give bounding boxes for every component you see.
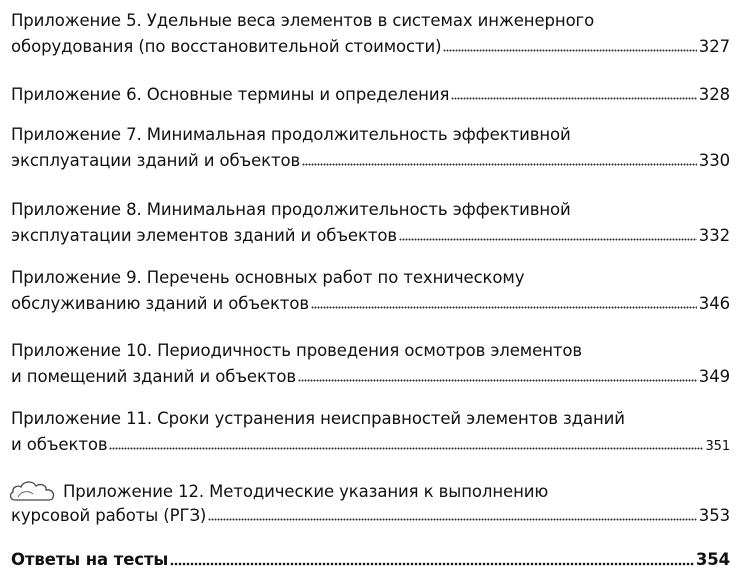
toc-entry-appendix-9[interactable] bbox=[11, 265, 730, 317]
entry-title-line-2-row bbox=[11, 34, 730, 60]
entry-title: Приложение 6. Основные термины и определения bbox=[11, 85, 450, 104]
dot-leader bbox=[443, 47, 696, 54]
page-number: 330 bbox=[698, 151, 730, 170]
entry-title-line-2: и помещений зданий и объектов bbox=[11, 367, 296, 386]
toc-entry-appendix-8[interactable] bbox=[11, 197, 730, 249]
page-number: 349 bbox=[698, 367, 730, 386]
entry-title-line-2-row bbox=[11, 503, 730, 529]
entry-title-line-1: Приложение 8. Минимальная продолжительность эффективной bbox=[11, 200, 571, 219]
dot-leader bbox=[399, 236, 697, 243]
entry-title-line-2-row bbox=[11, 148, 730, 174]
dot-leader bbox=[302, 161, 697, 168]
entry-title-row bbox=[11, 547, 730, 573]
page-number: 328 bbox=[698, 85, 730, 104]
entry-title-line-2: и объектов bbox=[11, 435, 108, 454]
page-number: 351 bbox=[705, 439, 730, 454]
dot-leader bbox=[109, 445, 703, 452]
entry-title-line-1: Приложение 5. Удельные веса элементов в системах инженерного bbox=[11, 11, 595, 30]
entry-title-line-2: обслуживанию зданий и объектов bbox=[11, 294, 309, 313]
entry-title-line-1-row bbox=[11, 477, 730, 503]
entry-title: Ответы на тесты bbox=[11, 550, 169, 569]
entry-title-line-1: Приложение 7. Минимальная продолжительность эффективной bbox=[11, 125, 571, 144]
entry-title-line-2: эксплуатации зданий и объектов bbox=[11, 151, 301, 170]
entry-title-line-1: Приложение 11. Сроки устранения неисправностей элементов зданий bbox=[11, 409, 625, 428]
toc-entry-appendix-11[interactable] bbox=[11, 406, 730, 458]
toc-entry-appendix-7[interactable] bbox=[11, 122, 730, 174]
dot-leader bbox=[170, 560, 694, 567]
entry-title-line-2-row bbox=[11, 223, 730, 249]
toc-entry-appendix-5[interactable] bbox=[11, 8, 730, 60]
entry-title-line-2: эксплуатации элементов зданий и объектов bbox=[11, 226, 397, 245]
page-number: 354 bbox=[695, 550, 730, 569]
entry-title-line-2-row bbox=[11, 432, 730, 458]
entry-title-line-1: Приложение 10. Периодичность проведения осмотров элементов bbox=[11, 341, 583, 360]
toc-entry-appendix-6[interactable] bbox=[11, 82, 730, 108]
dot-leader bbox=[311, 304, 697, 311]
dot-leader bbox=[298, 377, 697, 384]
entry-title-row bbox=[11, 82, 730, 108]
toc-entry-test-answers[interactable] bbox=[11, 547, 730, 573]
entry-title-line-2: оборудования (по восстановительной стоимости) bbox=[11, 37, 442, 56]
page-number: 346 bbox=[698, 294, 730, 313]
dot-leader bbox=[208, 516, 697, 523]
toc-entry-appendix-10[interactable] bbox=[11, 338, 730, 390]
cloud-icon bbox=[9, 477, 61, 503]
page-number: 353 bbox=[698, 506, 730, 525]
page-number: 332 bbox=[698, 226, 730, 245]
entry-title-line-2-row bbox=[11, 291, 730, 317]
page-number: 327 bbox=[698, 37, 730, 56]
entry-title-line-2-row bbox=[11, 364, 730, 390]
entry-title-line-2: курсовой работы (РГЗ) bbox=[11, 506, 207, 525]
dot-leader bbox=[451, 95, 697, 102]
entry-title-line-1: Приложение 9. Перечень основных работ по техническому bbox=[11, 268, 525, 287]
entry-title-line-1: Приложение 12. Методические указания к выполнению bbox=[63, 482, 549, 501]
toc-entry-appendix-12[interactable] bbox=[11, 477, 730, 529]
